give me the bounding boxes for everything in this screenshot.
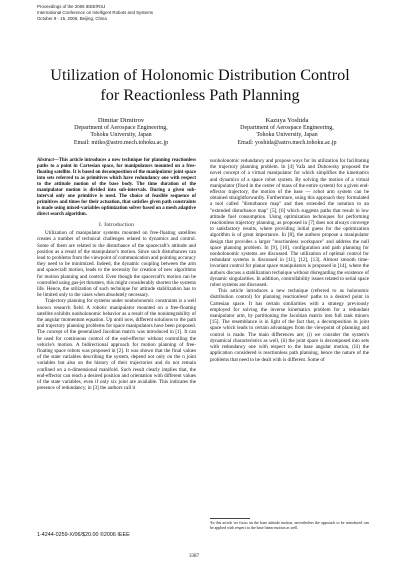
author-department: Department of Aerospace Engineering, [240,124,334,131]
abstract-text: —This article introduces a new technique for planning reactionless paths to a point in Cartesian space, for manipulators mounted on a free-floating satellite. It is based on decomposition of the manipulator joint space into sets referred to as primitives which have redundancy one with respect to the attitude motion of the base body. The time duration of the manipulator motion is divided into sub-intervals. During a given sub-interval only one primitive is used. The choice of feasible sequence of primitives and times for their actuation, that satisfies given path constraints is made using mixed-variables optimization solver based on a mesh adaptive direct search algorithm. [37,158,196,217]
author-department: Department of Aerospace Engineering, [74,124,168,131]
right-column [210,158,369,363]
footnote-divider [210,518,250,519]
author-name: Dimitar Dimitrov [97,117,145,124]
proceedings-header [37,4,153,22]
footnote: ¹In this article we focus on the base attitude motion, nevertheless the approach to be introduced can be applied with respect to the base linear motion as well. [210,521,369,530]
right-paragraph-1: nonholonomic redundancy and propose ways for its utilization for facilitating the trajectory planning problem. In [4] Vafa and Dubowsky proposed the novel concept of a virtual manipulator for which simplifies the kinematics and dynamics of a space robot system. By solving the motion of a virtual manipulator (fixed in the center of mass of the entire system) for a given end-effector trajectory, the motion of the base — robot arm system can be obtained straightforwardly. Furthermore, using this approach they formulated a tool called "disturbance map" and then extended the notation to an "extended disturbance map" [5], [6] which suggests paths that result in low attitude fuel consumption. Using optimization techniques for performing reactionless trajectory planning, as proposed in [7] does not always converge to satisfactory results, where providing initial guess for the optimization algorithm is of great importance. In [8], the authors propose a manipulator design that provides a larger "reactionless workspace" and address the null space planning problem. In [9], [10], configuration and path planning for nonholonomic systems are discussed. The utilization of optimal control for redundant systems is discussed in [11], [12], [13]. Almost smooth time-invariant control for planar space manipulators is proposed in [14], where the authors discuss a stabilization technique without disregarding the existence of dynamic singularities. In addition, controllability issues related to serial space robot systems are discussed. [210,158,369,289]
proceedings-line-3: October 9 - 15, 2006, Beijing, China [37,16,107,21]
author-university: Tohoku University, Japan [90,132,152,139]
paper-title [20,66,380,105]
proceedings-line-2: International Conference on Intelligent Robots and Systems [37,10,153,15]
page-number: 3387 [189,554,199,559]
title-line-2: for Reactionless Path Planning [100,85,300,104]
title-line-1: Utilization of Holonomic Distribution Control [50,66,350,84]
abstract [37,158,196,218]
intro-paragraph-2: Trajectory planning for systems under nonholonomic constraints is a well known research field. A robotic manipulator mounted on a free-floating satellite exhibits nonholonomic behavior as a result of the nonintegrability of the angular momentum equation. Up until now, different solutions to the path and trajectory planning problems for space manipulators have been proposed. The concept of the generalized Jacobian matrix was introduced in [1]. It can be used for continuous control of the end-effector without controlling the vehicle's motion. A bidirectional approach for motion planning of free-floating space robots was proposed in [2]. It was shown that the final values of the state variables describing the system, depend not only on the n joint variables but also on the history of their trajectories and do not remain confined on a n-dimensional manifold. Such result clearly implies that, the end-effector can reach a desired position and orientation with different values of the state variables, even if only six joint are available. This indicates the presence of redundancy, in [3] the authors call it [37,298,196,392]
right-paragraph-2: This article introduces a new technique (referred to as holonomic distribution control) for planning reactionless¹ paths to a desired point in Cartesian space. It has certain similarities with a strategy previously employed for solving the inverse kinematics problem for a redundant manipulator arm, by partitioning the Jacobian matrix into full rank minors [15]. The resemblance is in light of the fact that, a decomposition in joint space which leads to certain advantages from the viewpoint of planning and control is made. The main differences are; (i) we consider the system's dynamical characteristics as well, (ii) the joint space is decomposed into sets with redundancy one with respect to the base angular motion, (iii) the application considered is reactionless path planning, hence the nature of the problems that need to be dealt with is different. Some of [210,288,369,363]
author-block-2 [212,117,362,147]
author-name: Kazuya Yoshida [265,117,309,124]
abstract-label: Abstract [37,158,54,163]
left-column [37,158,196,391]
author-university: Tohoku University, Japan [256,132,318,139]
proceedings-line-1: Proceedings of the 2006 IEEE/RSJ [37,4,106,9]
intro-paragraph-1: Utilization of manipulator systems mounted on free-floating satellites creates a number of technical challenges related to dynamics and control. Some of them are related to the disturbance of the spacecraft's attitude and position as a result of the manipulator's motion. Since such disturbances can lead to problems from the viewpoint of communication and pointing accuracy they need to be minimized. Indeed, the dynamic coupling between the arm and spacecraft motion, leads to the necessity for creation of new algorithms for motion planning and control. Even though the spacecraft's motion can be controlled using gas-jet thrusters, this might considerably shorten the systems life. Hence, the utilization of such technique for attitude stabilization has to be limited only to the cases when absolutely necessary. [37,230,196,299]
copyright-notice: 1-4244-0259-X/06/$20.00 ©2006 IEEE [37,532,130,538]
section-heading-introduction: I. Introduction [98,222,135,228]
author-email: Email: mitko@astro.mech.tohoku.ac.jp [73,139,169,146]
author-email: Email: yoshida@astro.mech.tohoku.ac.jp [237,139,337,146]
author-block-1 [46,117,196,147]
